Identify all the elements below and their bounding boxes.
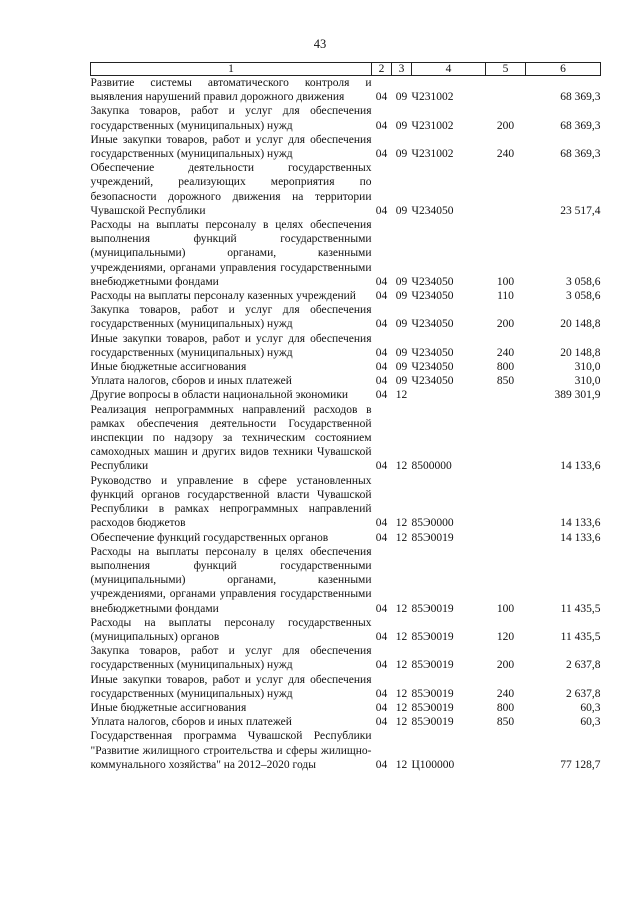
row-expense-type: 800 bbox=[496, 701, 515, 714]
row-target-code: Ч234050 bbox=[411, 346, 454, 359]
row-name: Иные бюджетные ассигнования bbox=[90, 361, 247, 374]
page-number: 43 bbox=[313, 37, 327, 51]
row-target-code: Ч234050 bbox=[411, 204, 454, 217]
row-amount: 11 435,5 bbox=[560, 630, 601, 643]
header-col-section: 2 bbox=[372, 63, 392, 76]
table-row bbox=[91, 133, 601, 161]
row-section: 04 bbox=[375, 119, 388, 132]
header-col-target-code: 4 bbox=[412, 63, 486, 76]
table-row bbox=[91, 104, 601, 132]
row-section: 04 bbox=[375, 346, 388, 359]
table-row bbox=[91, 545, 601, 616]
row-target-code: Ч234050 bbox=[411, 375, 454, 388]
table-row bbox=[91, 701, 601, 715]
row-subsection: 09 bbox=[395, 346, 408, 359]
row-expense-type: 100 bbox=[496, 275, 515, 288]
row-target-code: 8500000 bbox=[411, 460, 452, 473]
header-col-name: 1 bbox=[91, 63, 372, 76]
row-section: 04 bbox=[375, 460, 388, 473]
table-row bbox=[91, 715, 601, 729]
row-amount: 77 128,7 bbox=[560, 758, 601, 771]
row-section: 04 bbox=[375, 531, 388, 544]
row-name: Расходы на выплаты персоналу государственных (муниципальных) органов bbox=[90, 616, 372, 643]
table-row bbox=[91, 644, 601, 672]
row-subsection: 12 bbox=[395, 716, 408, 729]
row-target-code: 85Э0019 bbox=[411, 602, 454, 615]
table-row bbox=[91, 616, 601, 644]
row-subsection: 12 bbox=[395, 531, 408, 544]
budget-table bbox=[90, 62, 601, 772]
header-row bbox=[91, 63, 601, 76]
row-name: Закупка товаров, работ и услуг для обеспечения государственных (муниципальных) нужд bbox=[90, 304, 372, 331]
row-subsection: 12 bbox=[395, 460, 408, 473]
row-section: 04 bbox=[375, 630, 388, 643]
row-expense-type: 850 bbox=[496, 716, 515, 729]
row-name: Иные закупки товаров, работ и услуг для обеспечения государственных (муниципальных) нужд bbox=[90, 332, 372, 359]
row-name: Государственная программа Чувашской Республики "Развитие жилищного строительства и сферы жилищно-коммунального хозяйства" на 2012–2020 годы bbox=[90, 730, 372, 771]
table-row bbox=[91, 303, 601, 331]
row-target-code: 85Э0019 bbox=[411, 630, 454, 643]
row-subsection: 09 bbox=[395, 148, 408, 161]
row-expense-type: 800 bbox=[496, 361, 515, 374]
row-name: Закупка товаров, работ и услуг для обеспечения государственных (муниципальных) нужд bbox=[90, 105, 372, 132]
row-subsection: 09 bbox=[395, 361, 408, 374]
row-target-code: Ч234050 bbox=[411, 290, 454, 303]
row-name: Расходы на выплаты персоналу казенных учреждений bbox=[90, 290, 356, 303]
row-target-code: Ч231002 bbox=[411, 91, 454, 104]
table-row bbox=[91, 374, 601, 388]
row-subsection: 09 bbox=[395, 275, 408, 288]
table-row bbox=[91, 403, 601, 474]
row-target-code: 85Э0019 bbox=[411, 687, 454, 700]
row-subsection: 12 bbox=[395, 602, 408, 615]
row-expense-type bbox=[486, 388, 526, 402]
table-row bbox=[91, 388, 601, 402]
table-row bbox=[91, 360, 601, 374]
row-subsection: 12 bbox=[395, 630, 408, 643]
row-section: 04 bbox=[375, 91, 388, 104]
row-section: 04 bbox=[375, 517, 388, 530]
row-name: Руководство и управление в сфере установленных функций органов государственной власти Чувашской Республики в рамках непрограммных направлений расходов бюджетов bbox=[90, 474, 372, 530]
row-name: Закупка товаров, работ и услуг для обеспечения государственных (муниципальных) нужд bbox=[90, 645, 372, 672]
table-row bbox=[91, 332, 601, 360]
row-subsection: 09 bbox=[395, 290, 408, 303]
header-col-expense-type: 5 bbox=[486, 63, 526, 76]
row-amount: 3 058,6 bbox=[566, 290, 601, 303]
row-amount: 60,3 bbox=[580, 716, 601, 729]
row-target-code: Ч234050 bbox=[411, 361, 454, 374]
row-section: 04 bbox=[375, 716, 388, 729]
row-expense-type bbox=[486, 474, 526, 531]
table-row bbox=[91, 76, 601, 105]
row-section: 04 bbox=[375, 389, 388, 402]
row-expense-type: 200 bbox=[496, 318, 515, 331]
table-row bbox=[91, 673, 601, 701]
row-name: Расходы на выплаты персоналу в целях обеспечения выполнения функций государственными (муниципальными) органами, казенными учреждениями, органами управления государственными внебюджетными фондами bbox=[90, 545, 372, 615]
row-target-code bbox=[412, 388, 486, 402]
row-expense-type: 240 bbox=[496, 346, 515, 359]
row-target-code: Ц100000 bbox=[411, 758, 455, 771]
row-name: Реализация непрограммных направлений расходов в рамках обеспечения деятельности Государственной инспекции по надзору за техническим состоянием самоходных машин и других видов техники Чувашской Республики bbox=[90, 403, 372, 473]
row-amount: 2 637,8 bbox=[566, 659, 601, 672]
row-amount: 389 301,9 bbox=[554, 389, 601, 402]
row-subsection: 09 bbox=[395, 119, 408, 132]
row-section: 04 bbox=[375, 361, 388, 374]
row-amount: 14 133,6 bbox=[560, 517, 601, 530]
row-section: 04 bbox=[375, 758, 388, 771]
row-subsection: 09 bbox=[395, 318, 408, 331]
row-expense-type bbox=[486, 76, 526, 105]
row-amount: 310,0 bbox=[574, 361, 601, 374]
row-section: 04 bbox=[375, 290, 388, 303]
row-section: 04 bbox=[375, 687, 388, 700]
row-subsection: 12 bbox=[395, 517, 408, 530]
row-target-code: 85Э0019 bbox=[411, 659, 454, 672]
row-amount: 20 148,8 bbox=[560, 318, 601, 331]
row-expense-type: 240 bbox=[496, 687, 515, 700]
row-expense-type: 200 bbox=[496, 659, 515, 672]
table-row bbox=[91, 218, 601, 289]
header-col-amount: 6 bbox=[526, 63, 601, 76]
row-subsection: 12 bbox=[395, 659, 408, 672]
row-subsection: 09 bbox=[395, 91, 408, 104]
row-name: Иные закупки товаров, работ и услуг для обеспечения государственных (муниципальных) нужд bbox=[90, 673, 372, 700]
row-amount: 68 369,3 bbox=[560, 91, 601, 104]
row-target-code: 85Э0019 bbox=[411, 531, 454, 544]
row-name: Иные бюджетные ассигнования bbox=[90, 701, 247, 714]
row-amount: 310,0 bbox=[574, 375, 601, 388]
row-expense-type bbox=[486, 403, 526, 474]
row-expense-type: 240 bbox=[496, 148, 515, 161]
row-amount: 3 058,6 bbox=[566, 275, 601, 288]
row-name: Развитие системы автоматического контроля и выявления нарушений правил дорожного движения bbox=[90, 77, 372, 104]
row-expense-type bbox=[486, 531, 526, 545]
row-expense-type: 850 bbox=[496, 375, 515, 388]
row-section: 04 bbox=[375, 204, 388, 217]
row-section: 04 bbox=[375, 275, 388, 288]
row-amount: 68 369,3 bbox=[560, 119, 601, 132]
row-amount: 23 517,4 bbox=[560, 204, 601, 217]
row-section: 04 bbox=[375, 659, 388, 672]
row-target-code: 85Э0000 bbox=[411, 517, 454, 530]
row-section: 04 bbox=[375, 701, 388, 714]
row-subsection: 09 bbox=[395, 375, 408, 388]
header-col-subsection: 3 bbox=[392, 63, 412, 76]
row-section: 04 bbox=[375, 375, 388, 388]
row-subsection: 09 bbox=[395, 204, 408, 217]
row-target-code: Ч231002 bbox=[411, 119, 454, 132]
row-subsection: 12 bbox=[395, 389, 408, 402]
row-subsection: 12 bbox=[395, 758, 408, 771]
row-section: 04 bbox=[375, 602, 388, 615]
row-expense-type bbox=[486, 161, 526, 218]
row-name: Обеспечение функций государственных органов bbox=[90, 531, 329, 544]
row-expense-type: 120 bbox=[496, 630, 515, 643]
row-expense-type bbox=[486, 729, 526, 772]
row-target-code: Ч231002 bbox=[411, 148, 454, 161]
row-expense-type: 110 bbox=[497, 290, 514, 303]
table-row bbox=[91, 474, 601, 531]
row-subsection: 12 bbox=[395, 687, 408, 700]
row-section: 04 bbox=[375, 318, 388, 331]
row-name: Другие вопросы в области национальной экономики bbox=[90, 389, 349, 402]
row-name: Уплата налогов, сборов и иных платежей bbox=[90, 716, 292, 729]
row-target-code: Ч234050 bbox=[411, 318, 454, 331]
row-name: Обеспечение деятельности государственных учреждений, реализующих мероприятия по безопасности дорожного движения на территории Чувашской Республики bbox=[90, 162, 372, 217]
row-section: 04 bbox=[375, 148, 388, 161]
table-row bbox=[91, 289, 601, 303]
row-subsection: 12 bbox=[395, 701, 408, 714]
row-amount: 20 148,8 bbox=[560, 346, 601, 359]
row-name: Иные закупки товаров, работ и услуг для обеспечения государственных (муниципальных) нужд bbox=[90, 133, 372, 161]
row-name: Уплата налогов, сборов и иных платежей bbox=[90, 375, 292, 388]
row-amount: 2 637,8 bbox=[566, 687, 601, 700]
table-row bbox=[91, 161, 601, 218]
row-amount: 11 435,5 bbox=[560, 602, 601, 615]
row-amount: 14 133,6 bbox=[560, 460, 601, 473]
table-row bbox=[91, 729, 601, 772]
table-body bbox=[91, 76, 601, 772]
row-amount: 60,3 bbox=[580, 701, 601, 714]
row-target-code: Ч234050 bbox=[411, 275, 454, 288]
row-amount: 68 369,3 bbox=[560, 148, 601, 161]
row-target-code: 85Э0019 bbox=[411, 701, 454, 714]
row-expense-type: 200 bbox=[496, 119, 515, 132]
row-amount: 14 133,6 bbox=[560, 531, 601, 544]
table-row bbox=[91, 531, 601, 545]
row-expense-type: 100 bbox=[496, 602, 515, 615]
row-target-code: 85Э0019 bbox=[411, 716, 454, 729]
row-name: Расходы на выплаты персоналу в целях обеспечения выполнения функций государственными (муниципальными) органами, казенными учреждениями, органами управления государственными внебюджетными фондами bbox=[90, 219, 372, 288]
